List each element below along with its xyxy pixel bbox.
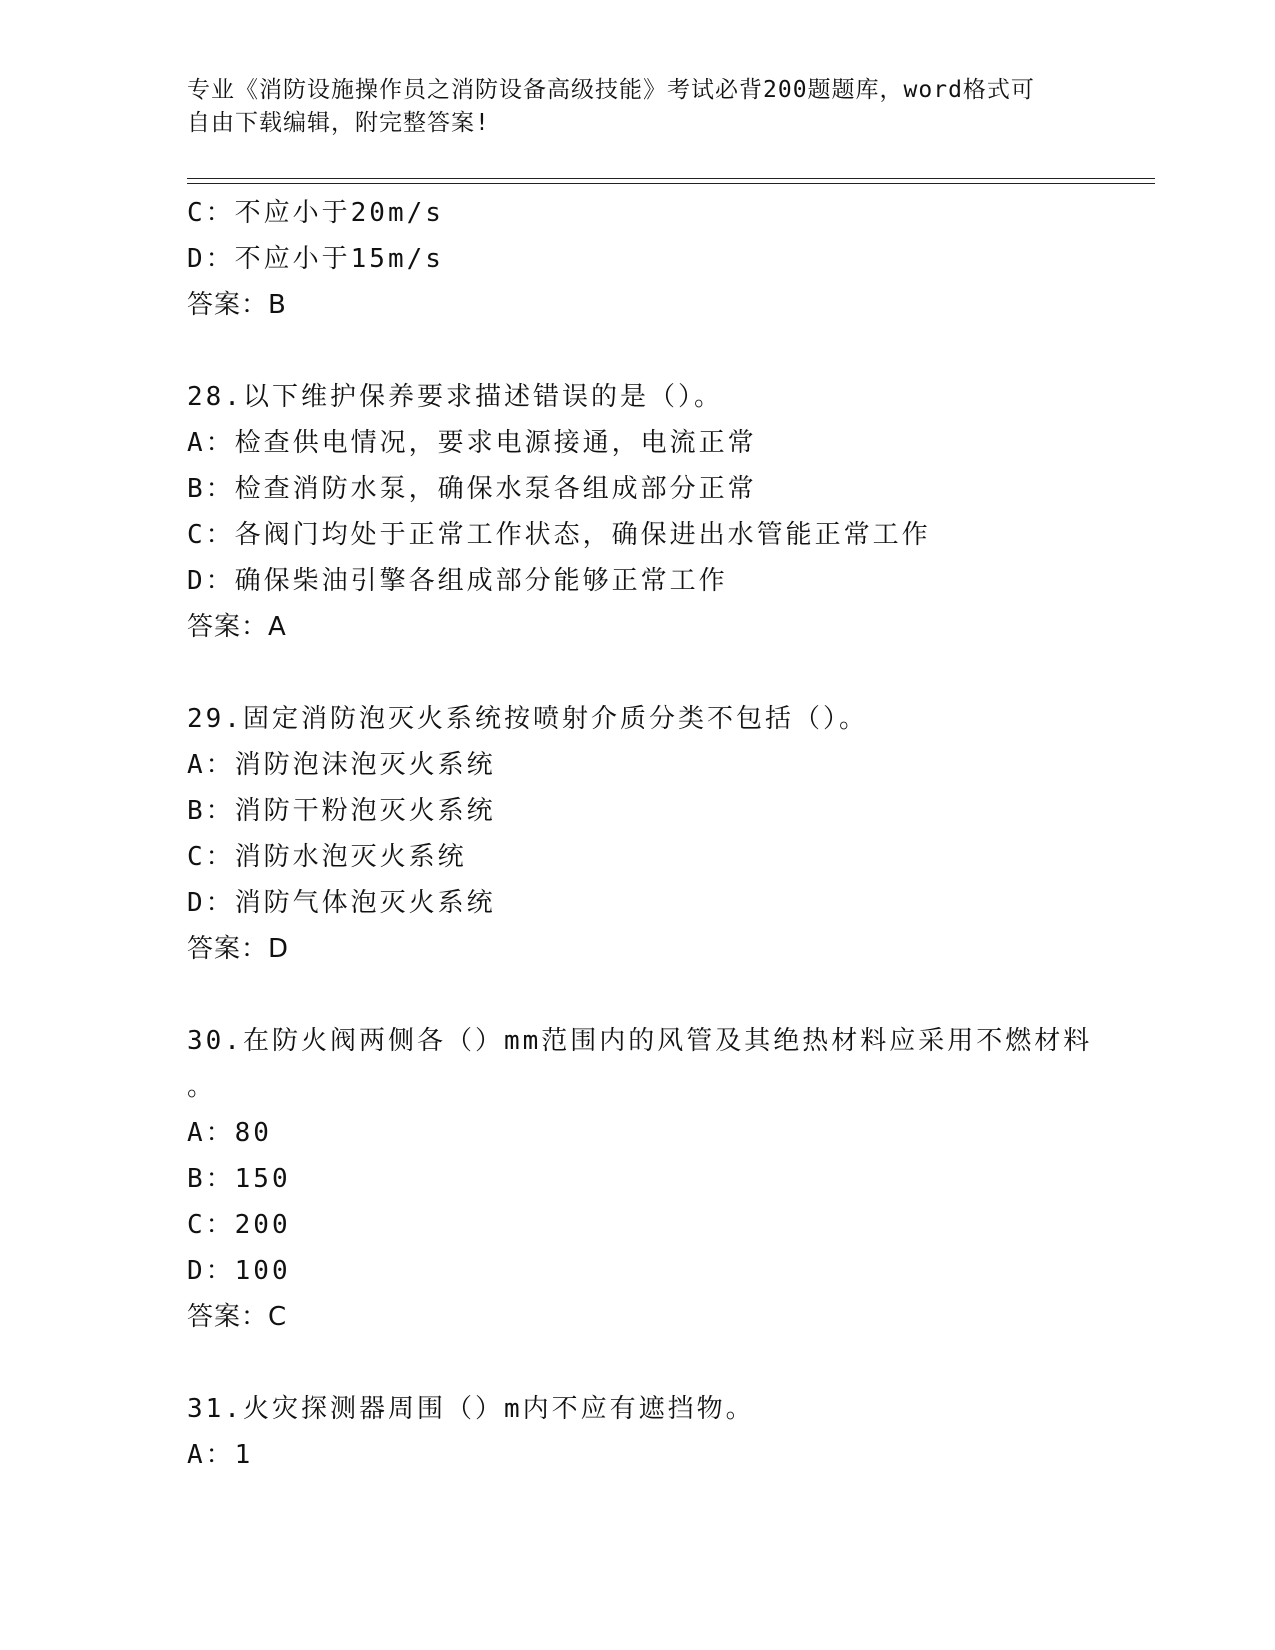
answer: 答案：B — [187, 290, 287, 320]
spacer — [187, 650, 1155, 696]
option-a: A：消防泡沫泡灭火系统 — [187, 750, 496, 780]
option-b: B：消防干粉泡灭火系统 — [187, 796, 496, 826]
option-d: D：100 — [187, 1256, 291, 1286]
question-28 — [187, 374, 1155, 650]
option-a: A：80 — [187, 1118, 272, 1148]
question-stem-continuation: 。 — [187, 1072, 217, 1102]
header-line-1: 专业《消防设施操作员之消防设备高级技能》考试必背200题题库，word格式可 — [187, 77, 1035, 103]
question-27-tail — [187, 190, 1155, 328]
option-a: A：1 — [187, 1440, 254, 1470]
header-divider-bottom — [187, 183, 1155, 184]
spacer — [187, 328, 1155, 374]
document-header — [187, 74, 1087, 140]
answer: 答案：A — [187, 612, 287, 642]
option-d: D：不应小于15m/s — [187, 244, 444, 274]
option-c: C：不应小于20m/s — [187, 198, 444, 228]
spacer — [187, 972, 1155, 1018]
option-a: A：检查供电情况，要求电源接通，电流正常 — [187, 428, 757, 458]
question-stem: 28.以下维护保养要求描述错误的是（）。 — [187, 382, 723, 412]
option-d: D：消防气体泡灭火系统 — [187, 888, 496, 918]
answer: 答案：D — [187, 934, 290, 964]
question-31 — [187, 1386, 1155, 1478]
question-29 — [187, 696, 1155, 972]
option-b: B：检查消防水泵，确保水泵各组成部分正常 — [187, 474, 757, 504]
header-line-2: 自由下载编辑，附完整答案! — [187, 110, 490, 136]
option-c: C：各阀门均处于正常工作状态，确保进出水管能正常工作 — [187, 520, 931, 550]
option-b: B：150 — [187, 1164, 291, 1194]
answer: 答案：C — [187, 1302, 288, 1332]
question-stem: 30.在防火阀两侧各（）mm范围内的风管及其绝热材料应采用不燃材料 — [187, 1026, 1093, 1056]
question-stem: 31.火灾探测器周围（）m内不应有遮挡物。 — [187, 1394, 755, 1424]
spacer — [187, 1340, 1155, 1386]
option-c: C：200 — [187, 1210, 291, 1240]
option-c: C：消防水泡灭火系统 — [187, 842, 467, 872]
question-list — [187, 190, 1155, 1478]
header-divider-top — [187, 178, 1155, 179]
question-30 — [187, 1018, 1155, 1340]
option-d: D：确保柴油引擎各组成部分能够正常工作 — [187, 566, 728, 596]
question-stem: 29.固定消防泡灭火系统按喷射介质分类不包括（）。 — [187, 704, 868, 734]
